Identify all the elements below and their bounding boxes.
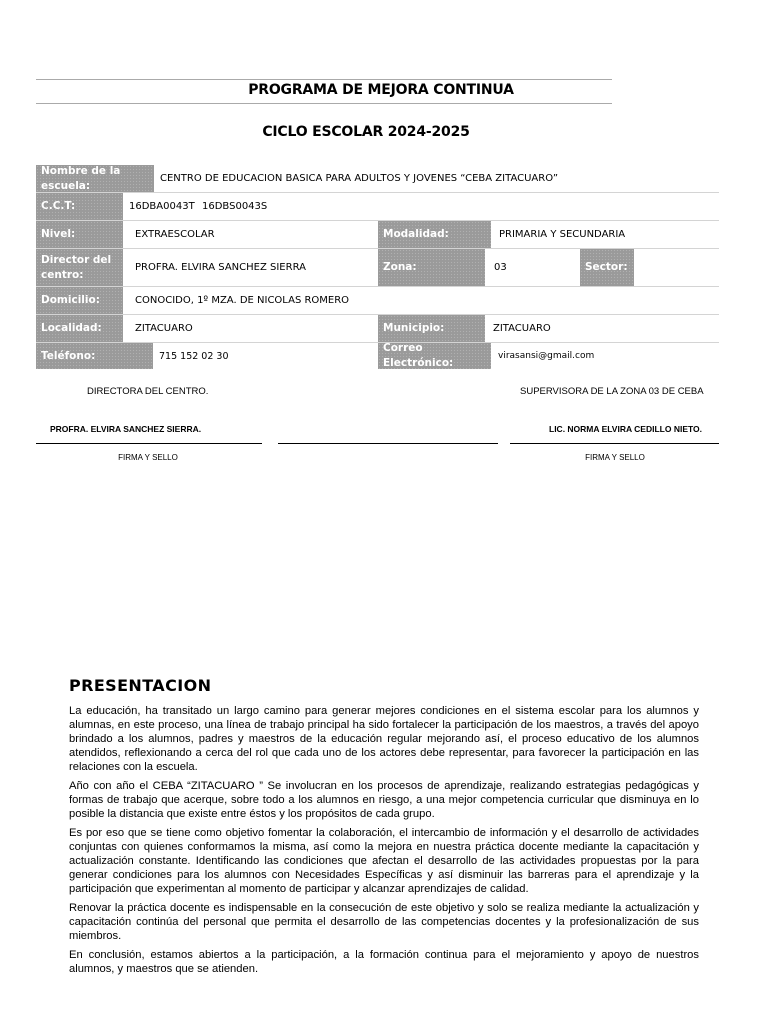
- supervisor-stamp-caption: FIRMA Y SELLO: [585, 453, 645, 462]
- cct-value-2: 16DBS0043S: [202, 201, 268, 212]
- phone-spacer: [123, 343, 153, 369]
- header-bottom-rule: [36, 103, 612, 104]
- table-row-level: [36, 221, 719, 249]
- presentation-paragraph-3: Es por eso que se tiene como objetivo fomentar la colaboración, el intercambio de información y el desarrollo de actividades conjuntas con quienes conformamos la misma, así como la mejora en nuestra práctica docente mediante la capacitación y actualización constante. Identificando las condiciones que afectan el desarrollo de las actividades propuestas por la para generar condiciones para los alumnos con Necesidades Específicas y así disminuir las barreras para el aprendizaje y la participación que experimentan al momento de participar y alcanzar aprendizajes de calidad.: [69, 827, 699, 895]
- locality-value: ZITACUARO: [135, 323, 193, 334]
- director-caption: DIRECTORA DEL CENTRO.: [87, 386, 209, 397]
- director-value: PROFRA. ELVIRA SANCHEZ SIERRA: [135, 262, 306, 273]
- supervisor-name: LIC. NORMA ELVIRA CEDILLO NIETO.: [549, 424, 702, 434]
- school-name-value: CENTRO DE EDUCACION BASICA PARA ADULTOS Y JOVENES “CEBA ZITACUARO”: [160, 173, 559, 184]
- locality-label: Localidad:: [36, 315, 123, 342]
- table-row-school-name: [36, 165, 719, 193]
- director-label: Director del centro:: [36, 249, 123, 286]
- director-signature-line: [36, 443, 262, 444]
- table-row-locality: [36, 315, 719, 343]
- zone-label: Zona:: [378, 249, 485, 286]
- municipality-value: ZITACUARO: [493, 323, 551, 334]
- school-name-label: Nombre de la escuela:: [36, 165, 154, 192]
- modality-label: Modalidad:: [378, 221, 491, 248]
- zone-value: 03: [494, 262, 507, 273]
- supervisor-signature-line: [510, 443, 719, 444]
- director-name: PROFRA. ELVIRA SANCHEZ SIERRA.: [50, 424, 202, 434]
- email-label: Correo Electrónico:: [378, 343, 491, 369]
- presentation-heading: PRESENTACION: [69, 676, 212, 695]
- phone-value: 715 152 02 30: [159, 350, 229, 362]
- phone-label: Teléfono:: [36, 343, 123, 369]
- table-row-address: [36, 287, 719, 315]
- school-cycle-title: CICLO ESCOLAR 2024-2025: [262, 124, 470, 140]
- supervisor-caption: SUPERVISORA DE LA ZONA 03 DE CEBA: [520, 386, 704, 397]
- sector-value: [634, 249, 719, 286]
- presentation-paragraph-4: Renovar la práctica docente es indispensable en la consecución de este objetivo y solo se realiza mediante la actualización y capacitación continúa del personal que permita el desarrollo de las competencias docentes y la profesionalización de sus miembros.: [69, 902, 699, 942]
- level-value: EXTRAESCOLAR: [135, 229, 215, 240]
- table-row-cct: [36, 193, 719, 221]
- middle-signature-line: [278, 443, 498, 444]
- email-value: virasansi@gmail.com: [498, 351, 595, 361]
- presentation-paragraph-1: La educación, ha transitado un largo camino para generar mejores condiciones en el sistema escolar para los alumnos y alumnas, en este proceso, una línea de trabajo principal ha sido fortalecer la participación de los maestros, a través del apoyo brindado a los alumnos, padres y maestros de la educación regular mejorando así, el proceso educativo de los alumnos atendidos, reflexionando a cerca del rol que cada uno de los actores debe representar, para favorecer la participación en las relaciones con la escuela.: [69, 705, 699, 773]
- sector-label: Sector:: [580, 249, 634, 286]
- modality-value: PRIMARIA Y SECUNDARIA: [499, 229, 626, 240]
- document-title: PROGRAMA DE MEJORA CONTINUA: [248, 82, 514, 98]
- presentation-paragraph-5: En conclusión, estamos abiertos a la participación, a la formación continua para el mejoramiento y apoyo de nuestros alumnos, y maestros que se atienden.: [69, 949, 699, 975]
- header-top-rule: [36, 79, 612, 80]
- table-row-director: [36, 249, 719, 287]
- cct-value-1: 16DBA0043T: [129, 201, 195, 212]
- address-label: Domicilio:: [36, 287, 123, 314]
- director-stamp-caption: FIRMA Y SELLO: [118, 453, 178, 462]
- table-row-phone: [36, 343, 719, 369]
- presentation-paragraph-2: Año con año el CEBA “ZITACUARO ” Se involucran en los procesos de aprendizaje, realizando estrategias pedagógicas y formas de trabajo que acerque, sobre todo a los alumnos en riesgo, a una mejor competencia curricular que disminuya en lo posible la distancia que existe entre éstos y los propósitos de cada grupo.: [69, 780, 699, 820]
- address-value: CONOCIDO, 1º MZA. DE NICOLAS ROMERO: [135, 295, 350, 306]
- municipality-label: Municipio:: [378, 315, 485, 342]
- presentation-body: [69, 704, 699, 981]
- level-label: Nivel:: [36, 221, 123, 248]
- cct-label: C.C.T:: [36, 193, 123, 220]
